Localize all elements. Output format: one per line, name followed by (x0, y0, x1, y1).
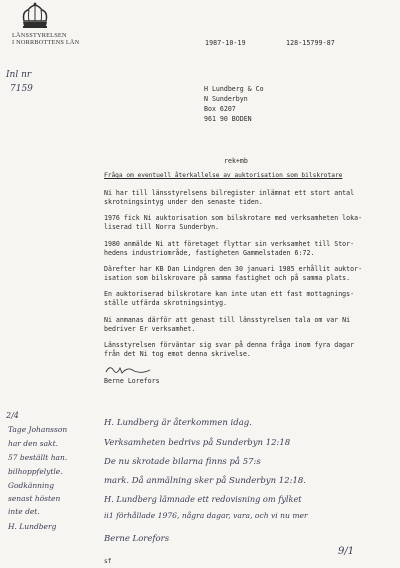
recipient-postal: 961 90 BODEN (204, 115, 252, 123)
organization-name: LÄNSSTYRELSEN (12, 32, 67, 39)
handwritten-note-line: 2/4 (6, 411, 19, 420)
handwritten-note-line: H. Lundberg är återkommen idag. (104, 418, 252, 428)
handwritten-note-line: Tage Johansson (8, 425, 68, 434)
body-paragraph-4-line-2: isation som bilskrovare på samma fastighet och på samma plats. (104, 274, 351, 282)
subject-line: Fråga om eventuell återkallelse av auktorisation som bilskrotare (104, 172, 343, 179)
handwritten-number: 9/1 (338, 546, 355, 557)
crown-logo-icon (18, 2, 52, 30)
handwritten-note-line: ii1 förhållade 1976, några dagar, vara, och vi nu mer (104, 511, 308, 520)
reference-number: 128-15799-87 (286, 39, 335, 47)
margin-note-number: 7159 (10, 84, 33, 94)
body-paragraph-1-line-1: Ni har till länsstyrelsens bilregister inlämnat ett stort antal (104, 189, 355, 197)
body-paragraph-6-line-1: Ni anmanas därför att genast till länsstyrelsen tala om var Ni (104, 316, 351, 324)
body-paragraph-2-line-1: 1976 fick Ni auktorisation som bilskrotare med verksamheten loka- (104, 214, 363, 222)
body-paragraph-7-line-1: Länsstyrelsen förväntar sig svar på denna fråga inom fyra dagar (104, 341, 355, 349)
typist-initials: sf (104, 558, 112, 565)
body-paragraph-7-line-2: från det Ni tog emot denna skrivelse. (104, 350, 251, 358)
handwritten-signature: Berne Lorefors (104, 534, 170, 544)
body-paragraph-5-line-1: En auktoriserad bilskrotare kan inte utan ett fast mottagnings- (104, 290, 355, 298)
handwritten-note-line: bilhoppfelytle. (8, 467, 63, 476)
handwritten-note-line: mark. Då anmälning sker på Sunderbyn 12:18. (104, 476, 306, 486)
handwritten-note-line: 57 beställt han. (8, 453, 68, 462)
handwritten-note-line: De nu skrotade bilarna finns på 57:s (104, 457, 261, 467)
recipient-address-line: N Sunderbyn (204, 95, 248, 103)
body-paragraph-1-line-2: skrotningsintyg under den senaste tiden. (104, 198, 263, 206)
handwritten-note-line: inte det. (8, 507, 40, 516)
body-paragraph-3-line-2: hedens industriområde, fastigheten Gammelstaden 6:72. (104, 249, 315, 257)
recipient-box: Box 6207 (204, 105, 236, 113)
organization-county: I NORRBOTTENS LÄN (12, 39, 80, 46)
body-paragraph-2-line-2: liserad till Norra Sunderbyn. (104, 223, 220, 231)
handwritten-note-line: senast hösten (8, 494, 61, 503)
letter-date: 1987-10-19 (205, 39, 246, 47)
body-paragraph-3-line-1: 1980 anmälde Ni att företaget flyttar sin verksamhet till Stor- (104, 240, 355, 248)
body-paragraph-5-line-2: ställe utfärda skrotningsintyg. (104, 299, 228, 307)
handwritten-note-line: har den sakt. (8, 439, 58, 448)
handwritten-note-line: Verksamheten bedrivs på Sunderbyn 12:18 (104, 438, 291, 448)
body-paragraph-4-line-1: Därefter har KB Dan Lindgren den 30 januari 1985 erhållit auktor- (104, 265, 363, 273)
margin-note-label: Inl nr (6, 70, 32, 80)
signatory-name: Berne Lorefors (104, 377, 160, 385)
handwritten-note-line: H. Lundberg lämnade ett redovisning om fylket (104, 494, 302, 504)
delivery-note: rek+mb (224, 157, 248, 165)
body-paragraph-6-line-2: bedriver Er verksamhet. (104, 325, 196, 333)
handwritten-note-line: Godkänning (8, 481, 55, 490)
handwritten-note-line: H. Lundberg (8, 522, 57, 531)
signature-scribble-icon (104, 362, 164, 376)
recipient-name: H Lundberg & Co (204, 85, 264, 93)
